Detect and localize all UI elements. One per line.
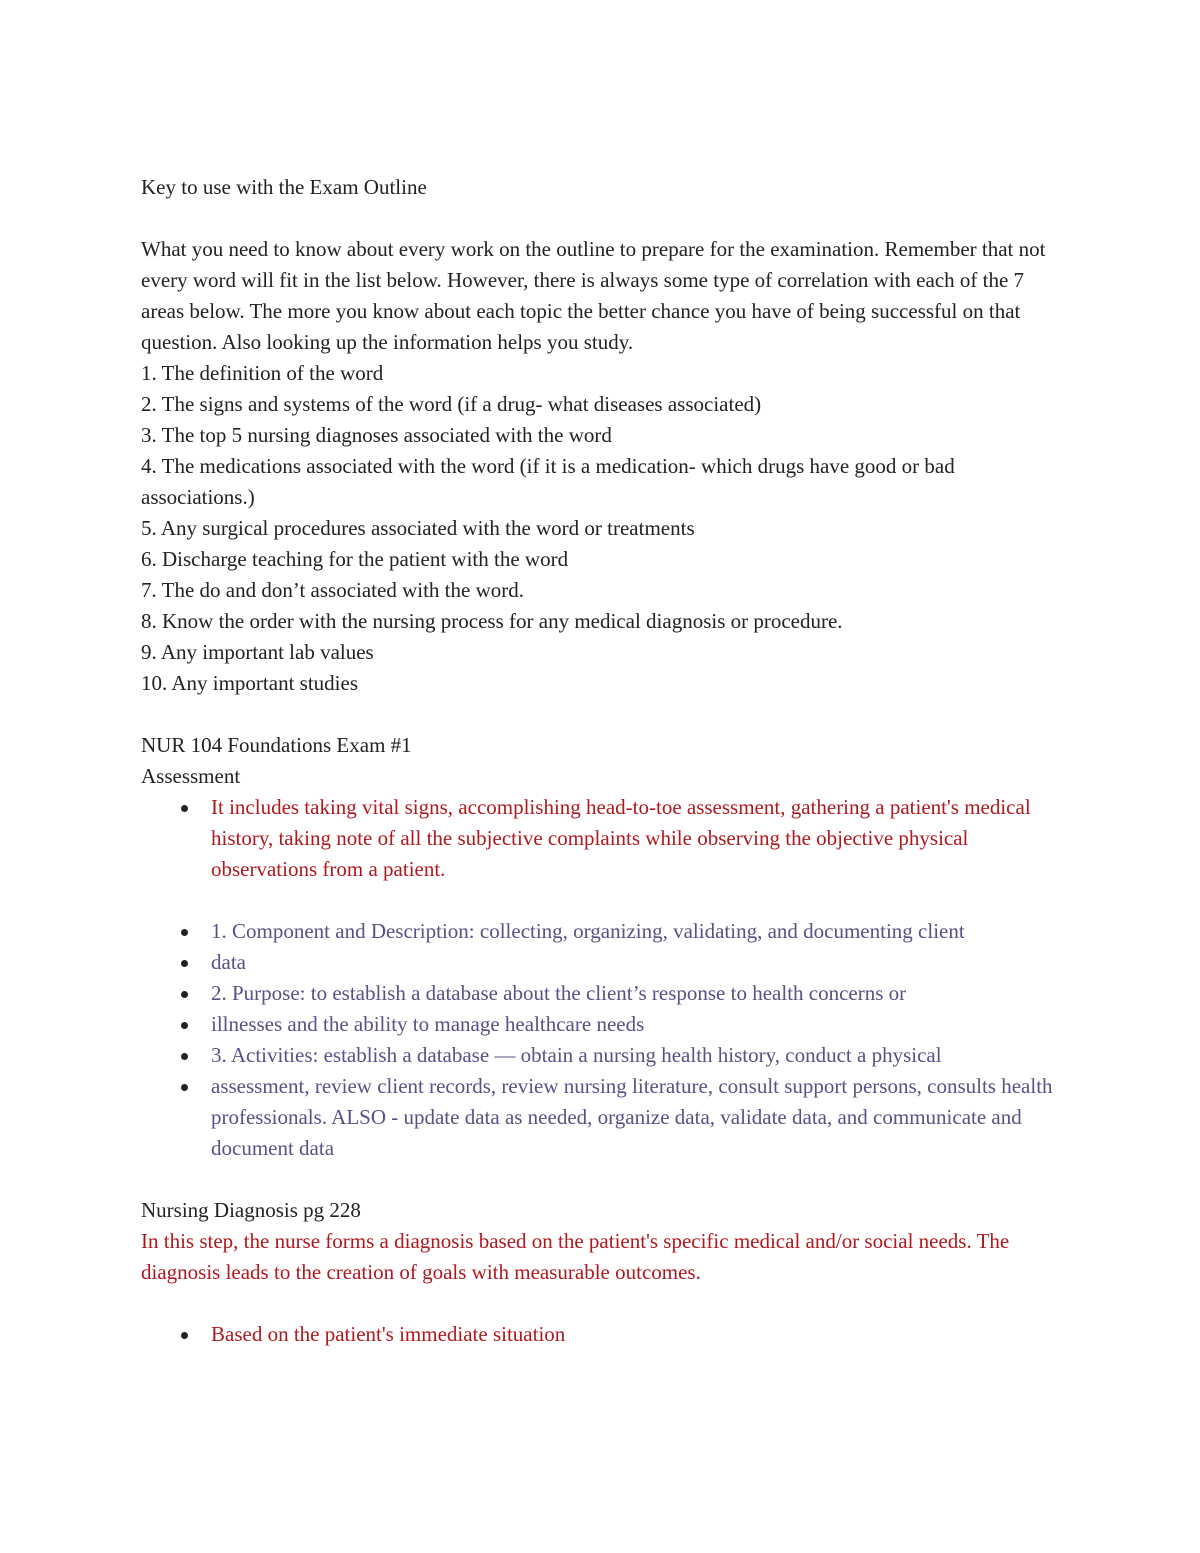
list-item: [141, 1319, 1066, 1350]
nursing-diagnosis-list: [141, 1319, 1066, 1350]
numbered-item: 8. Know the order with the nursing process for any medical diagnosis or procedure.: [141, 609, 843, 633]
numbered-item: 9. Any important lab values: [141, 640, 374, 664]
spacer: [141, 203, 1066, 234]
numbered-list: [141, 358, 1066, 699]
intro-paragraph: What you need to know about every work on the outline to prepare for the examination. Remember that not every word will fit in the list below. However, there is always some type of correlation with each of the 7 areas below. The more you know about each topic the better chance you have of being successful on that question. Also looking up the information helps you study.: [141, 237, 1046, 354]
bullet-text: It includes taking vital signs, accomplishing head-to-toe assessment, gathering a patient's medical history, taking note of all the subjective complaints while observing the objective physical observations from a patient.: [211, 795, 1031, 881]
key-title: Key to use with the Exam Outline: [141, 175, 427, 199]
bullet-dot-icon: [181, 1084, 188, 1091]
numbered-item: 4. The medications associated with the word (if it is a medication- which drugs have good or bad associations.): [141, 454, 955, 509]
numbered-item: 2. The signs and systems of the word (if a drug- what diseases associated): [141, 392, 762, 416]
assessment-red-list: [141, 792, 1066, 885]
bullet-text: data: [211, 950, 246, 974]
spacer: [141, 1288, 1066, 1319]
list-item: [141, 1040, 1066, 1071]
numbered-item: 7. The do and don’t associated with the word.: [141, 578, 524, 602]
list-item: [141, 978, 1066, 1009]
bullet-text: illnesses and the ability to manage healthcare needs: [211, 1012, 645, 1036]
bullet-text: 3. Activities: establish a database — obtain a nursing health history, conduct a physical: [211, 1043, 942, 1067]
bullet-dot-icon: [181, 805, 188, 812]
spacer: [141, 1164, 1066, 1195]
spacer: [141, 885, 1066, 916]
bullet-text: Based on the patient's immediate situation: [211, 1322, 566, 1346]
bullet-dot-icon: [181, 991, 188, 998]
list-item: [141, 1071, 1066, 1164]
numbered-item: 10. Any important studies: [141, 671, 358, 695]
list-item: [141, 792, 1066, 885]
bullet-text: assessment, review client records, review nursing literature, consult support persons, consults health professionals. ALSO - update data as needed, organize data, validate data, and communicate and document data: [211, 1074, 1053, 1160]
bullet-text: 2. Purpose: to establish a database about the client’s response to health concerns or: [211, 981, 907, 1005]
bullet-dot-icon: [181, 960, 188, 967]
assessment-purple-list: [141, 916, 1066, 1164]
list-item: [141, 947, 1066, 978]
numbered-item: 1. The definition of the word: [141, 361, 384, 385]
document-page: [141, 172, 1066, 1350]
bullet-dot-icon: [181, 1053, 188, 1060]
nursing-diagnosis-heading: Nursing Diagnosis pg 228: [141, 1198, 361, 1222]
spacer: [141, 699, 1066, 730]
numbered-item: 3. The top 5 nursing diagnoses associated with the word: [141, 423, 612, 447]
bullet-dot-icon: [181, 929, 188, 936]
assessment-heading: Assessment: [141, 764, 241, 788]
exam-title: NUR 104 Foundations Exam #1: [141, 733, 412, 757]
list-item: [141, 1009, 1066, 1040]
bullet-text: 1. Component and Description: collecting, organizing, validating, and documenting client: [211, 919, 965, 943]
numbered-item: 6. Discharge teaching for the patient with the word: [141, 547, 569, 571]
bullet-dot-icon: [181, 1332, 188, 1339]
bullet-dot-icon: [181, 1022, 188, 1029]
nursing-diagnosis-paragraph: In this step, the nurse forms a diagnosis based on the patient's specific medical and/or social needs. The diagnosis leads to the creation of goals with measurable outcomes.: [141, 1229, 1010, 1284]
numbered-item: 5. Any surgical procedures associated with the word or treatments: [141, 516, 695, 540]
list-item: [141, 916, 1066, 947]
